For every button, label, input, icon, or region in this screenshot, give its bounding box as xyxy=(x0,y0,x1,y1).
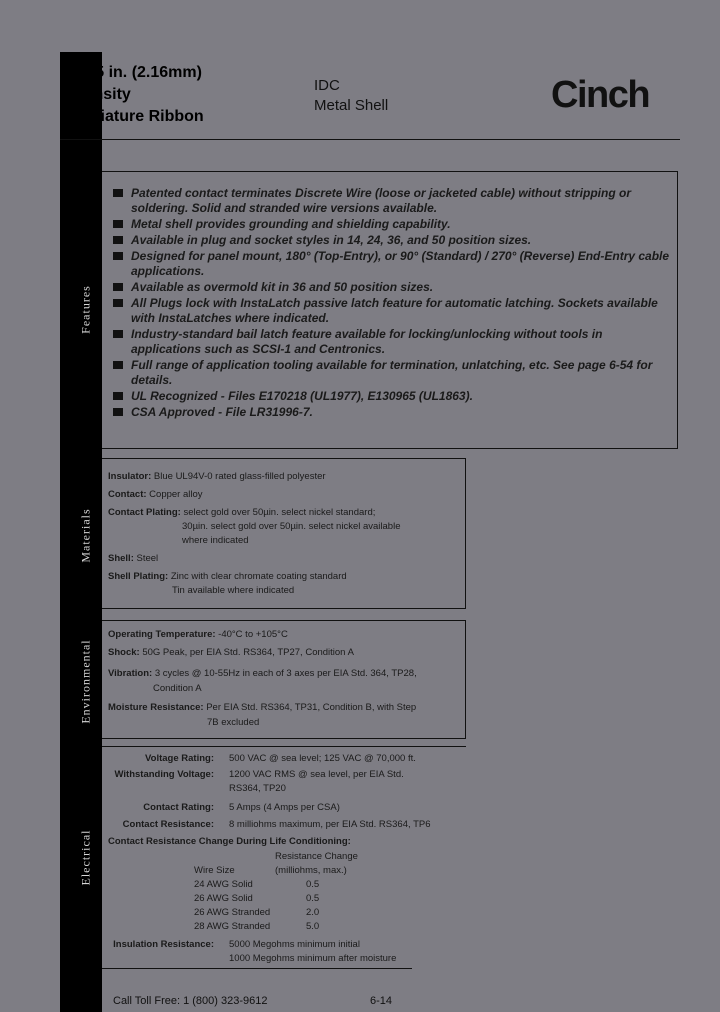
table-row-wire: 26 AWG Solid xyxy=(194,893,253,904)
materials-box-right xyxy=(465,458,466,608)
environmental-section-label: Environmental xyxy=(78,639,93,724)
contact-plating-line-2: 30µin. select gold over 50µin. select nickel available xyxy=(182,521,401,532)
subtitle-line-2: Metal Shell xyxy=(314,97,389,114)
materials-box-bottom xyxy=(102,608,466,609)
subtitle xyxy=(314,76,388,116)
bullet-icon xyxy=(113,189,123,197)
electrical-section-label: Electrical xyxy=(78,829,93,886)
feature-item: Available in plug and socket styles in 14, 24, 36, and 50 position sizes. xyxy=(113,233,673,248)
contact-plating-row: Contact Plating: select gold over 50µin. select nickel standard; xyxy=(108,507,376,518)
contact-resistance-value: 8 milliohms maximum, per EIA Std. RS364, TP6 xyxy=(229,819,431,830)
life-conditioning-label: Contact Resistance Change During Life Conditioning: xyxy=(108,836,351,847)
feature-item: Metal shell provides grounding and shielding capability. xyxy=(113,217,673,232)
bullet-icon xyxy=(113,220,123,228)
table-header-wire-size: Wire Size xyxy=(194,865,235,876)
features-list xyxy=(113,186,673,421)
features-box-right xyxy=(677,171,678,449)
table-header-units: (milliohms, max.) xyxy=(275,865,347,876)
table-row-value: 0.5 xyxy=(306,879,320,890)
materials-section-label: Materials xyxy=(78,508,93,563)
table-row-value: 0.5 xyxy=(306,893,320,904)
materials-box-top xyxy=(102,458,466,459)
features-box-bottom xyxy=(102,448,678,449)
contact-rating-label: Contact Rating: xyxy=(143,802,214,813)
table-row-wire: 24 AWG Solid xyxy=(194,879,253,890)
contact-resistance-label: Contact Resistance: xyxy=(122,819,214,830)
title-line-3: Miniature Ribbon xyxy=(73,108,204,125)
cinch-logo: Cinch xyxy=(551,74,650,116)
insulation-resistance-line-2: 1000 Megohms minimum after moisture xyxy=(229,953,397,964)
contact-plating-line-3: where indicated xyxy=(182,535,249,546)
shell-row: Shell: Steel xyxy=(108,553,159,564)
environmental-box-top xyxy=(102,620,466,621)
feature-item: Designed for panel mount, 180° (Top-Entry), or 90° (Standard) / 270° (Reverse) End-Entry cable applications. xyxy=(113,249,673,279)
table-header-resistance-change: Resistance Change xyxy=(275,851,358,862)
insulator-row: Insulator: Blue UL94V-0 rated glass-filled polyester xyxy=(108,471,326,482)
insulation-resistance-line-1: 5000 Megohms minimum initial xyxy=(229,939,360,950)
features-section-label: Features xyxy=(78,285,93,334)
feature-item: Industry-standard bail latch feature available for locking/unlocking without tools in applications such as SCSI-1 and Centronics. xyxy=(113,327,673,357)
feature-item: CSA Approved - File LR31996-7. xyxy=(113,405,673,420)
insulation-resistance-label: Insulation Resistance: xyxy=(113,939,214,950)
feature-item: Available as overmold kit in 36 and 50 position sizes. xyxy=(113,280,673,295)
header-rule xyxy=(60,139,680,140)
electrical-box-bottom xyxy=(102,968,412,969)
withstanding-voltage-line-1: 1200 VAC RMS @ sea level, per EIA Std. xyxy=(229,769,404,780)
vibration-row: Vibration: 3 cycles @ 10-55Hz in each of 3 axes per EIA Std. 364, TP28, xyxy=(108,668,417,679)
voltage-rating-label: Voltage Rating: xyxy=(145,753,214,764)
withstanding-voltage-line-2: RS364, TP20 xyxy=(229,783,286,794)
electrical-box-top xyxy=(102,746,466,747)
bullet-icon xyxy=(113,330,123,338)
vibration-line-2: Condition A xyxy=(153,683,202,694)
bullet-icon xyxy=(113,299,123,307)
environmental-box-right xyxy=(465,620,466,738)
environmental-box-bottom xyxy=(102,738,466,739)
bullet-icon xyxy=(113,283,123,291)
table-row-wire: 26 AWG Stranded xyxy=(194,907,271,918)
shock-row: Shock: 50G Peak, per EIA Std. RS364, TP27, Condition A xyxy=(108,647,354,658)
toll-free-number: Call Toll Free: 1 (800) 323-9612 xyxy=(113,995,268,1007)
bullet-icon xyxy=(113,252,123,260)
moisture-resistance-row: Moisture Resistance: Per EIA Std. RS364, TP31, Condition B, with Step xyxy=(108,702,417,713)
contact-rating-value: 5 Amps (4 Amps per CSA) xyxy=(229,802,340,813)
features-box-top xyxy=(102,171,678,172)
feature-item: Patented contact terminates Discrete Wire (loose or jacketed cable) without stripping or soldering. Solid and stranded wire versions available. xyxy=(113,186,673,216)
feature-item: All Plugs lock with InstaLatch passive latch feature for automatic latching. Sockets available with InstaLatches where indicated. xyxy=(113,296,673,326)
table-row-wire: 28 AWG Stranded xyxy=(194,921,271,932)
moisture-resistance-line-2: 7B excluded xyxy=(207,717,260,728)
shell-plating-line-2: Tin available where indicated xyxy=(172,585,295,596)
feature-item: UL Recognized - Files E170218 (UL1977), E130965 (UL1863). xyxy=(113,389,673,404)
contact-row: Contact: Copper alloy xyxy=(108,489,203,500)
table-row-value: 5.0 xyxy=(306,921,320,932)
shell-plating-row: Shell Plating: Zinc with clear chromate coating standard xyxy=(108,571,347,582)
feature-item: Full range of application tooling available for termination, unlatching, etc. See page 6-54 for details. xyxy=(113,358,673,388)
operating-temperature-row: Operating Temperature: -40°C to +105°C xyxy=(108,629,288,640)
bullet-icon xyxy=(113,392,123,400)
subtitle-line-1: IDC xyxy=(314,77,340,94)
bullet-icon xyxy=(113,408,123,416)
title-line-1: .085 in. (2.16mm) xyxy=(73,64,202,81)
bullet-icon xyxy=(113,361,123,369)
page-title xyxy=(73,62,204,128)
title-line-2: Density xyxy=(73,86,131,103)
table-row-value: 2.0 xyxy=(306,907,320,918)
page-number: 6-14 xyxy=(370,995,393,1007)
voltage-rating-value: 500 VAC @ sea level; 125 VAC @ 70,000 ft. xyxy=(229,753,416,764)
withstanding-voltage-label: Withstanding Voltage: xyxy=(114,769,214,780)
bullet-icon xyxy=(113,236,123,244)
